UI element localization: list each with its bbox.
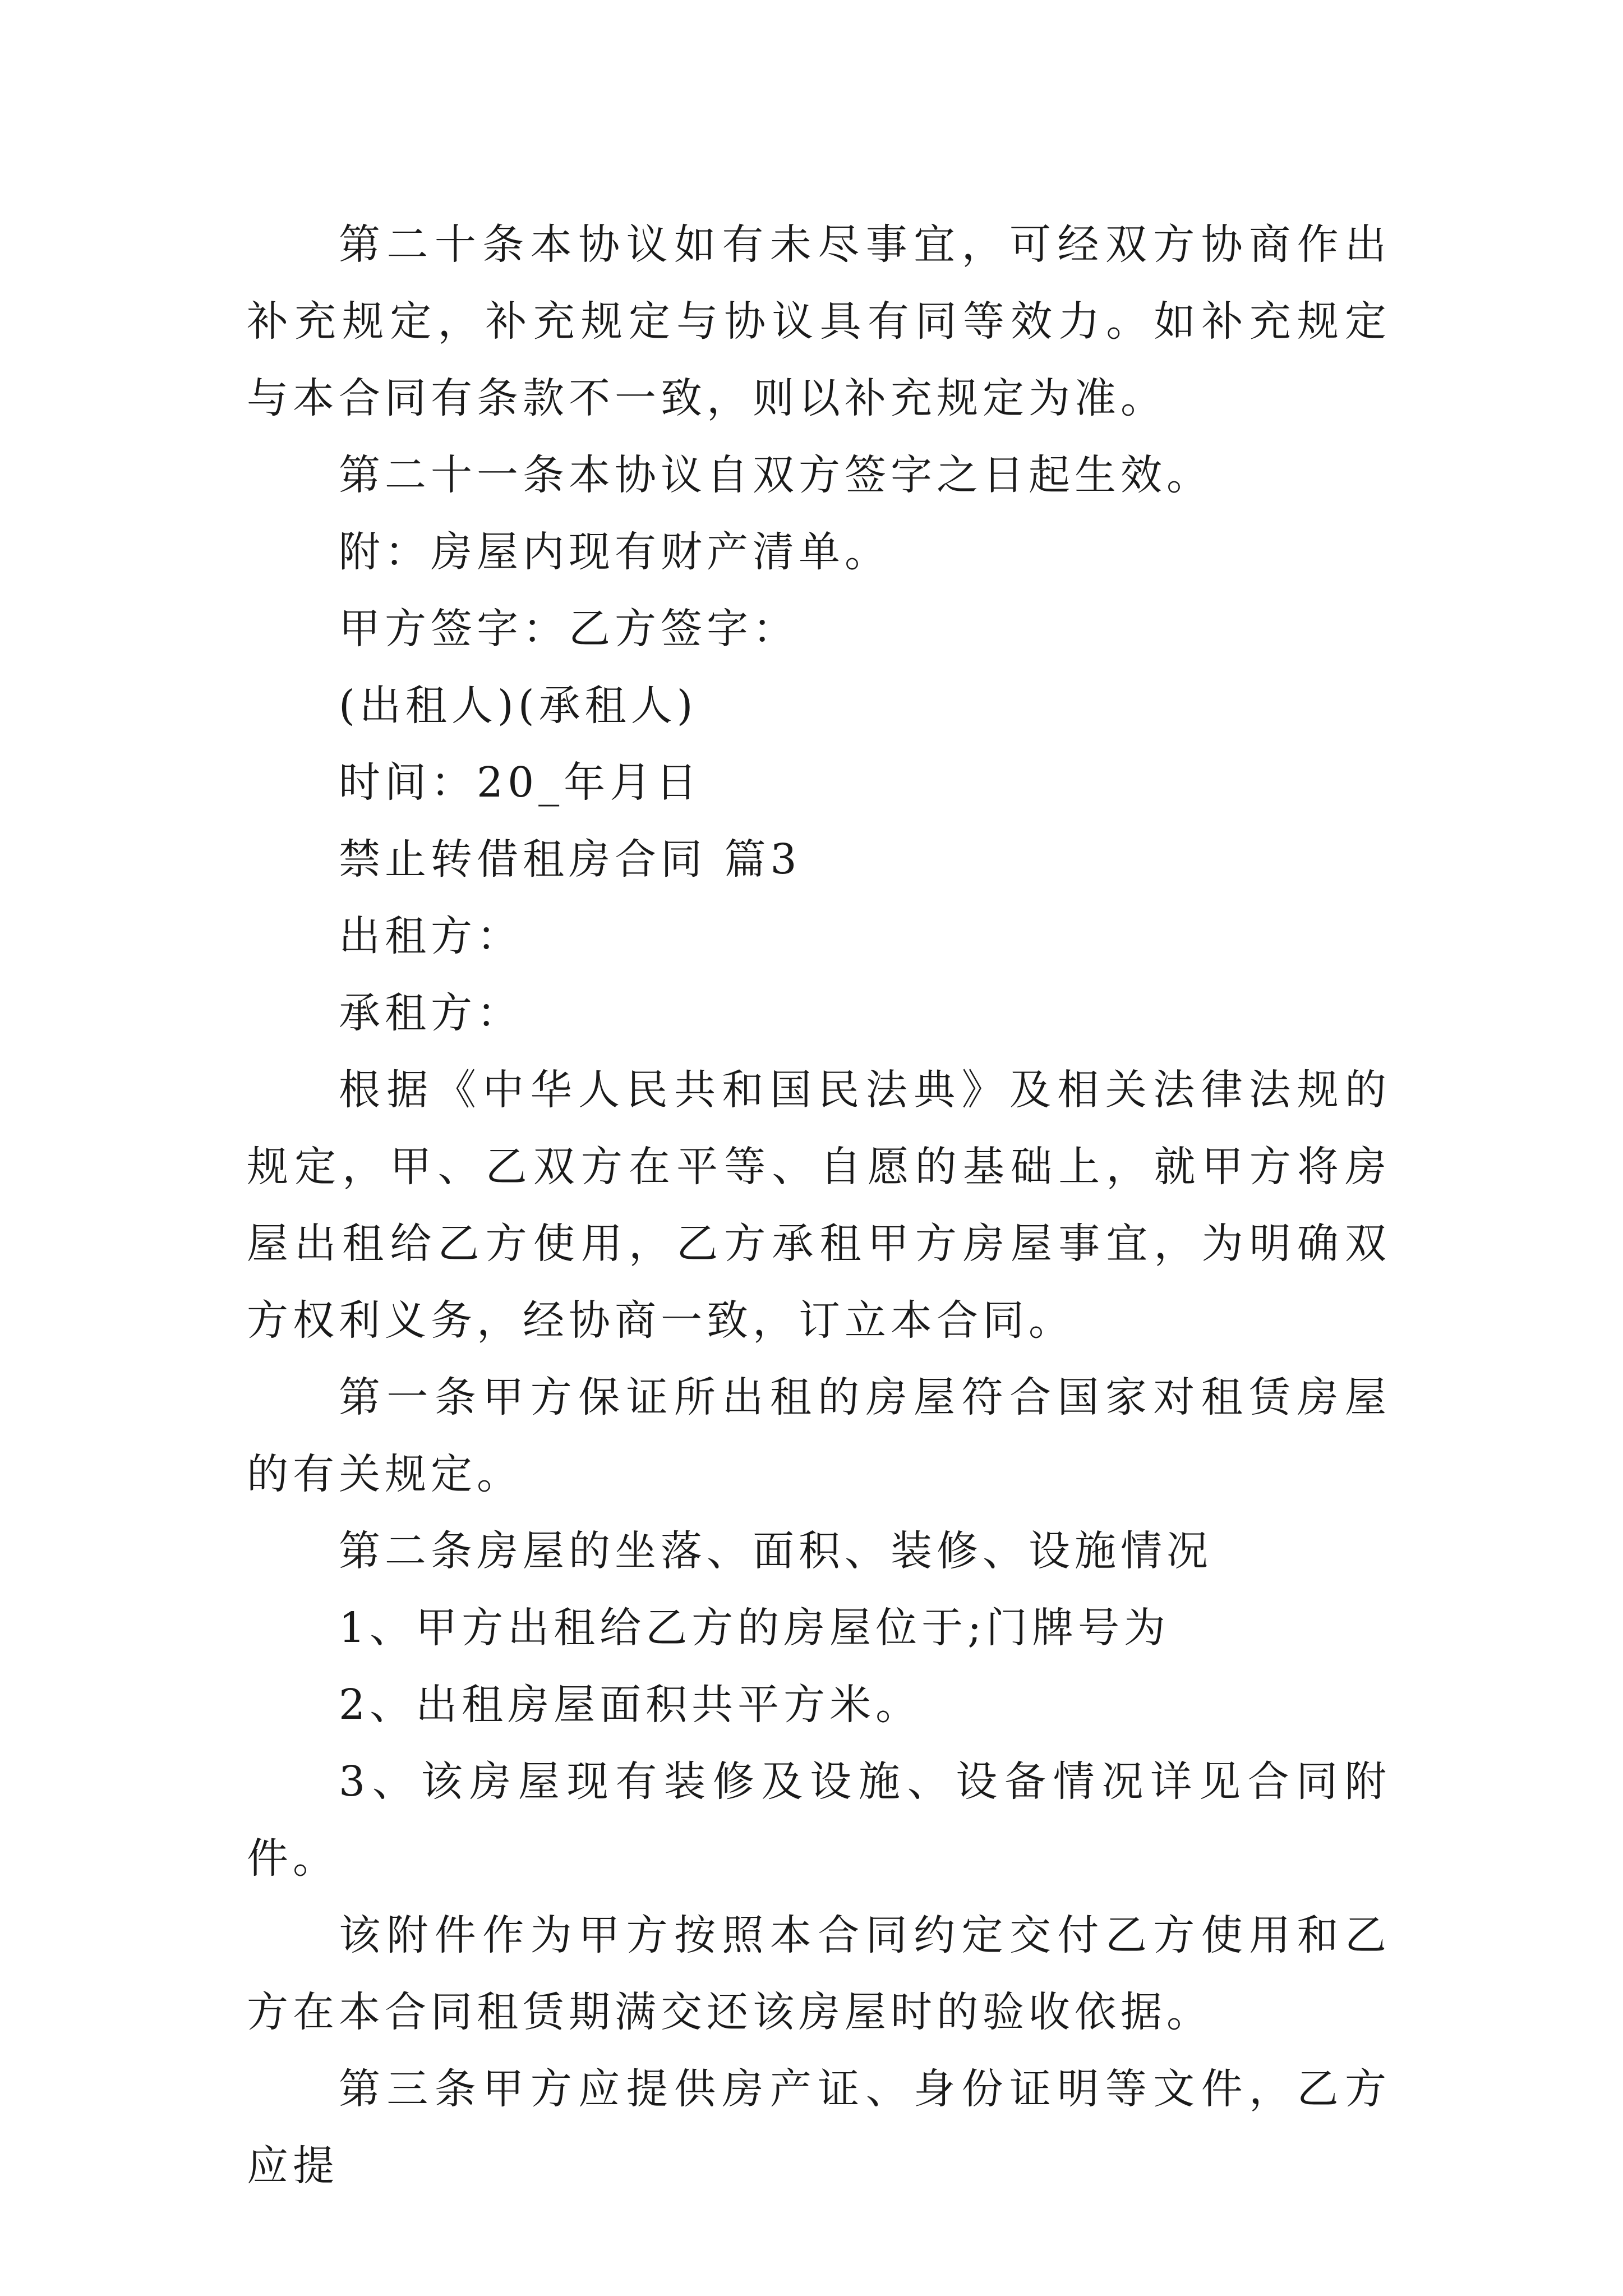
clause-1-paragraph: 第一条甲方保证所出租的房屋符合国家对租赁房屋的有关规定。	[247, 1373, 1391, 1498]
clause-2-item-3: 3、该房屋现有装修及设施、设备情况详见合同附件。	[247, 1757, 1391, 1883]
clause-2-item-1: 1、甲方出租给乙方的房屋位于;门牌号为	[339, 1604, 1170, 1652]
attachment-note: 附：房屋内现有财产清单。	[339, 528, 891, 576]
clause-2-item-2: 2、出租房屋面积共平方米。	[339, 1681, 922, 1729]
signature-roles: (出租人)(承租人)	[339, 682, 698, 730]
document-body	[247, 206, 1391, 2205]
clause-21-paragraph: 第二十一条本协议自双方签字之日起生效。	[339, 451, 1212, 499]
date-line: 时间：20_年月日	[339, 758, 702, 807]
attachment-basis-paragraph: 该附件作为甲方按照本合同约定交付乙方使用和乙方在本合同租赁期满交还该房屋时的验收依据。	[247, 1911, 1391, 2036]
clause-20-paragraph: 第二十条本协议如有未尽事宜，可经双方协商作出补充规定，补充规定与协议具有同等效力。如补充规定与本合同有条款不一致，则以补充规定为准。	[247, 220, 1391, 422]
section-heading: 禁止转借租房合同 篇3	[339, 835, 801, 884]
signature-line: 甲方签字：乙方签字：	[339, 605, 799, 653]
clause-3-paragraph: 第三条甲方应提供房产证、身份证明等文件，乙方应提	[247, 2065, 1391, 2190]
lessor-line: 出租方：	[339, 912, 523, 960]
clause-2-heading: 第二条房屋的坐落、面积、装修、设施情况	[339, 1527, 1212, 1575]
lessee-line: 承租方：	[339, 989, 523, 1037]
preamble-paragraph: 根据《中华人民共和国民法典》及相关法律法规的规定，甲、乙双方在平等、自愿的基础上，就甲方将房屋出租给乙方使用，乙方承租甲方房屋事宜，为明确双方权利义务，经协商一致，订立本合同。	[247, 1066, 1391, 1345]
